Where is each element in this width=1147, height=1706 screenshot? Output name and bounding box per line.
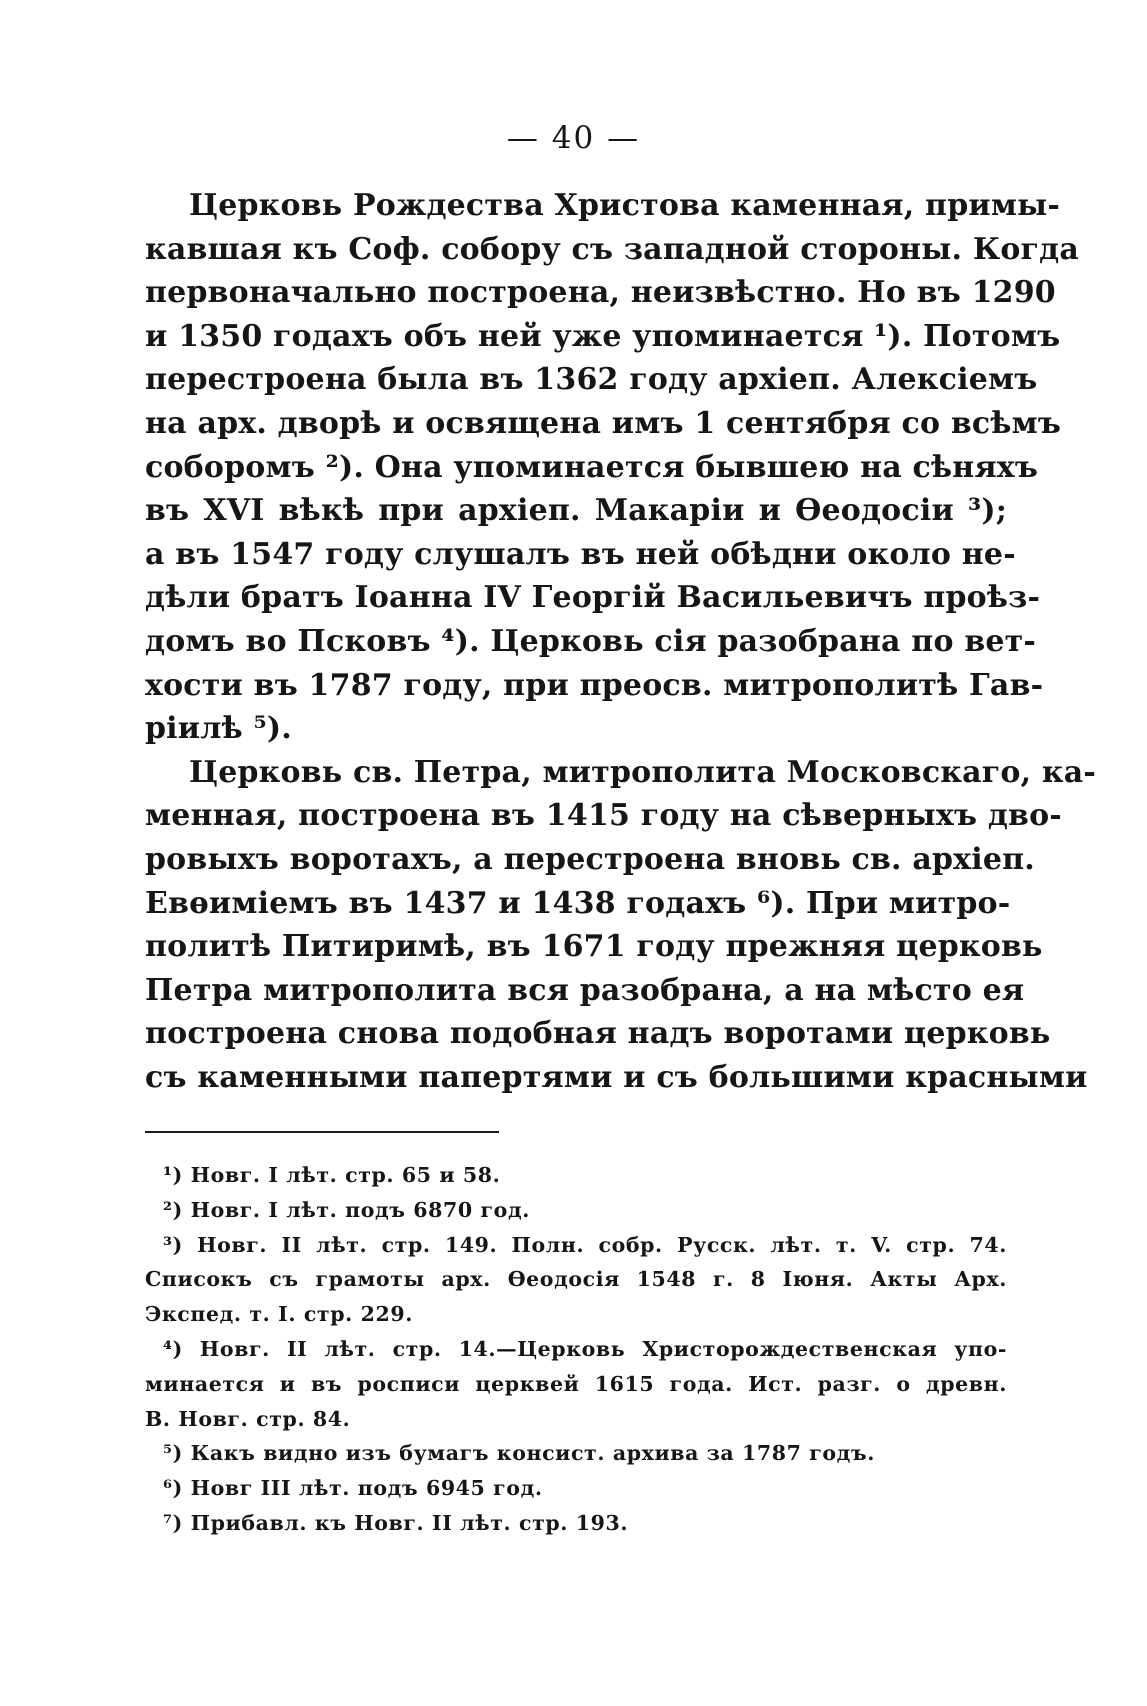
footnote: [145, 1436, 1007, 1471]
text-line: ровыхъ воротахъ, а перестроена вновь св. архіеп.: [145, 841, 1035, 877]
text-line: перестроена была въ 1362 году архіеп. Алексіемъ: [145, 362, 1038, 398]
text-line: менная, построена въ 1415 году на сѣверныхъ дво-: [145, 798, 1062, 834]
footnote-line: ²) Новг. I лѣт. подъ 6870 год.: [163, 1197, 530, 1222]
footnote-line: В. Новг. стр. 84.: [145, 1406, 351, 1431]
main-text: [145, 184, 1097, 1099]
footnote-line: ³) Новг. II лѣт. стр. 149. Полн. собр. Русск. лѣт. т. V. стр. 74.: [163, 1232, 1007, 1257]
text-line: Церковь Рождества Христова каменная, примы-: [189, 188, 1061, 223]
footnote: [145, 1193, 1007, 1228]
footnote-line: ⁶) Новг III лѣт. подъ 6945 год.: [163, 1476, 543, 1501]
footnote-line: ⁵) Какъ видно изъ бумагъ консист. архива за 1787 годъ.: [163, 1441, 875, 1466]
footnote-line: ¹) Новг. I лѣт. стр. 65 и 58.: [163, 1163, 501, 1187]
page-number: — 40 —: [506, 120, 641, 156]
text-line: первоначально построена, неизвѣстно. Но въ 1290: [145, 275, 1056, 311]
text-line: соборомъ ²). Она упоминается бывшею на сѣняхъ: [145, 449, 1039, 485]
text-line: хости въ 1787 году, при преосв. митрополитѣ Гав-: [145, 667, 1044, 703]
footnote-line: Списокъ съ грамоты арх. Ѳеодосія 1548 г. 8 Іюня. Акты Арх.: [145, 1267, 1007, 1292]
text-line: съ каменными папертями и съ большими красными: [145, 1059, 1088, 1095]
footnote-line: ⁴) Новг. II лѣт. стр. 14.—Церковь Христорождественская упо-: [163, 1336, 1007, 1361]
text-line: и 1350 годахъ объ ней уже упоминается ¹). Потомъ: [145, 318, 1061, 354]
text-line: ріилѣ ⁵).: [145, 711, 292, 747]
text-line: дѣли братъ Іоанна IV Георгій Васильевичъ проѣз-: [145, 580, 1041, 616]
footnote: [145, 1228, 1007, 1332]
text-line: на арх. дворѣ и освящена имъ 1 сентября со всѣмъ: [145, 405, 1062, 441]
text-line: кавшая къ Соф. собору съ западной стороны. Когда: [145, 231, 1079, 267]
paragraph: [145, 751, 1097, 1100]
footnote: [145, 1471, 1007, 1506]
paragraph: [145, 184, 1079, 751]
text-line: Петра митрополита вся разобрана, а на мѣсто ея: [145, 972, 1025, 1008]
text-line: въ XVI вѣкѣ при архіеп. Макаріи и Ѳеодосіи ³);: [145, 493, 1007, 529]
text-line: Евѳиміемъ въ 1437 и 1438 годахъ ⁶). При митро-: [145, 885, 1011, 921]
footnote: [145, 1506, 1007, 1541]
footnote-line: ⁷) Прибавл. къ Новг. II лѣт. стр. 193.: [163, 1510, 629, 1535]
footnote-divider: [145, 1131, 499, 1133]
footnote: [145, 1332, 1007, 1436]
text-line: Церковь св. Петра, митрополита Московскаго, ка-: [189, 754, 1097, 790]
text-line: построена снова подобная надъ воротами церковь: [145, 1016, 1051, 1052]
text-line: а въ 1547 году слушалъ въ ней обѣдни около не-: [145, 536, 1016, 572]
footnotes: [145, 1158, 1007, 1541]
footnote-line: Экспед. т. I. стр. 229.: [145, 1302, 413, 1327]
text-line: домъ во Псковъ ⁴). Церковь сія разобрана по вет-: [145, 623, 1037, 659]
footnote-line: минается и въ росписи церквей 1615 года. Ист. разг. о древн.: [145, 1371, 1007, 1396]
text-line: политѣ Питиримѣ, въ 1671 году прежняя церковь: [145, 929, 1043, 965]
footnote: [145, 1158, 1007, 1193]
